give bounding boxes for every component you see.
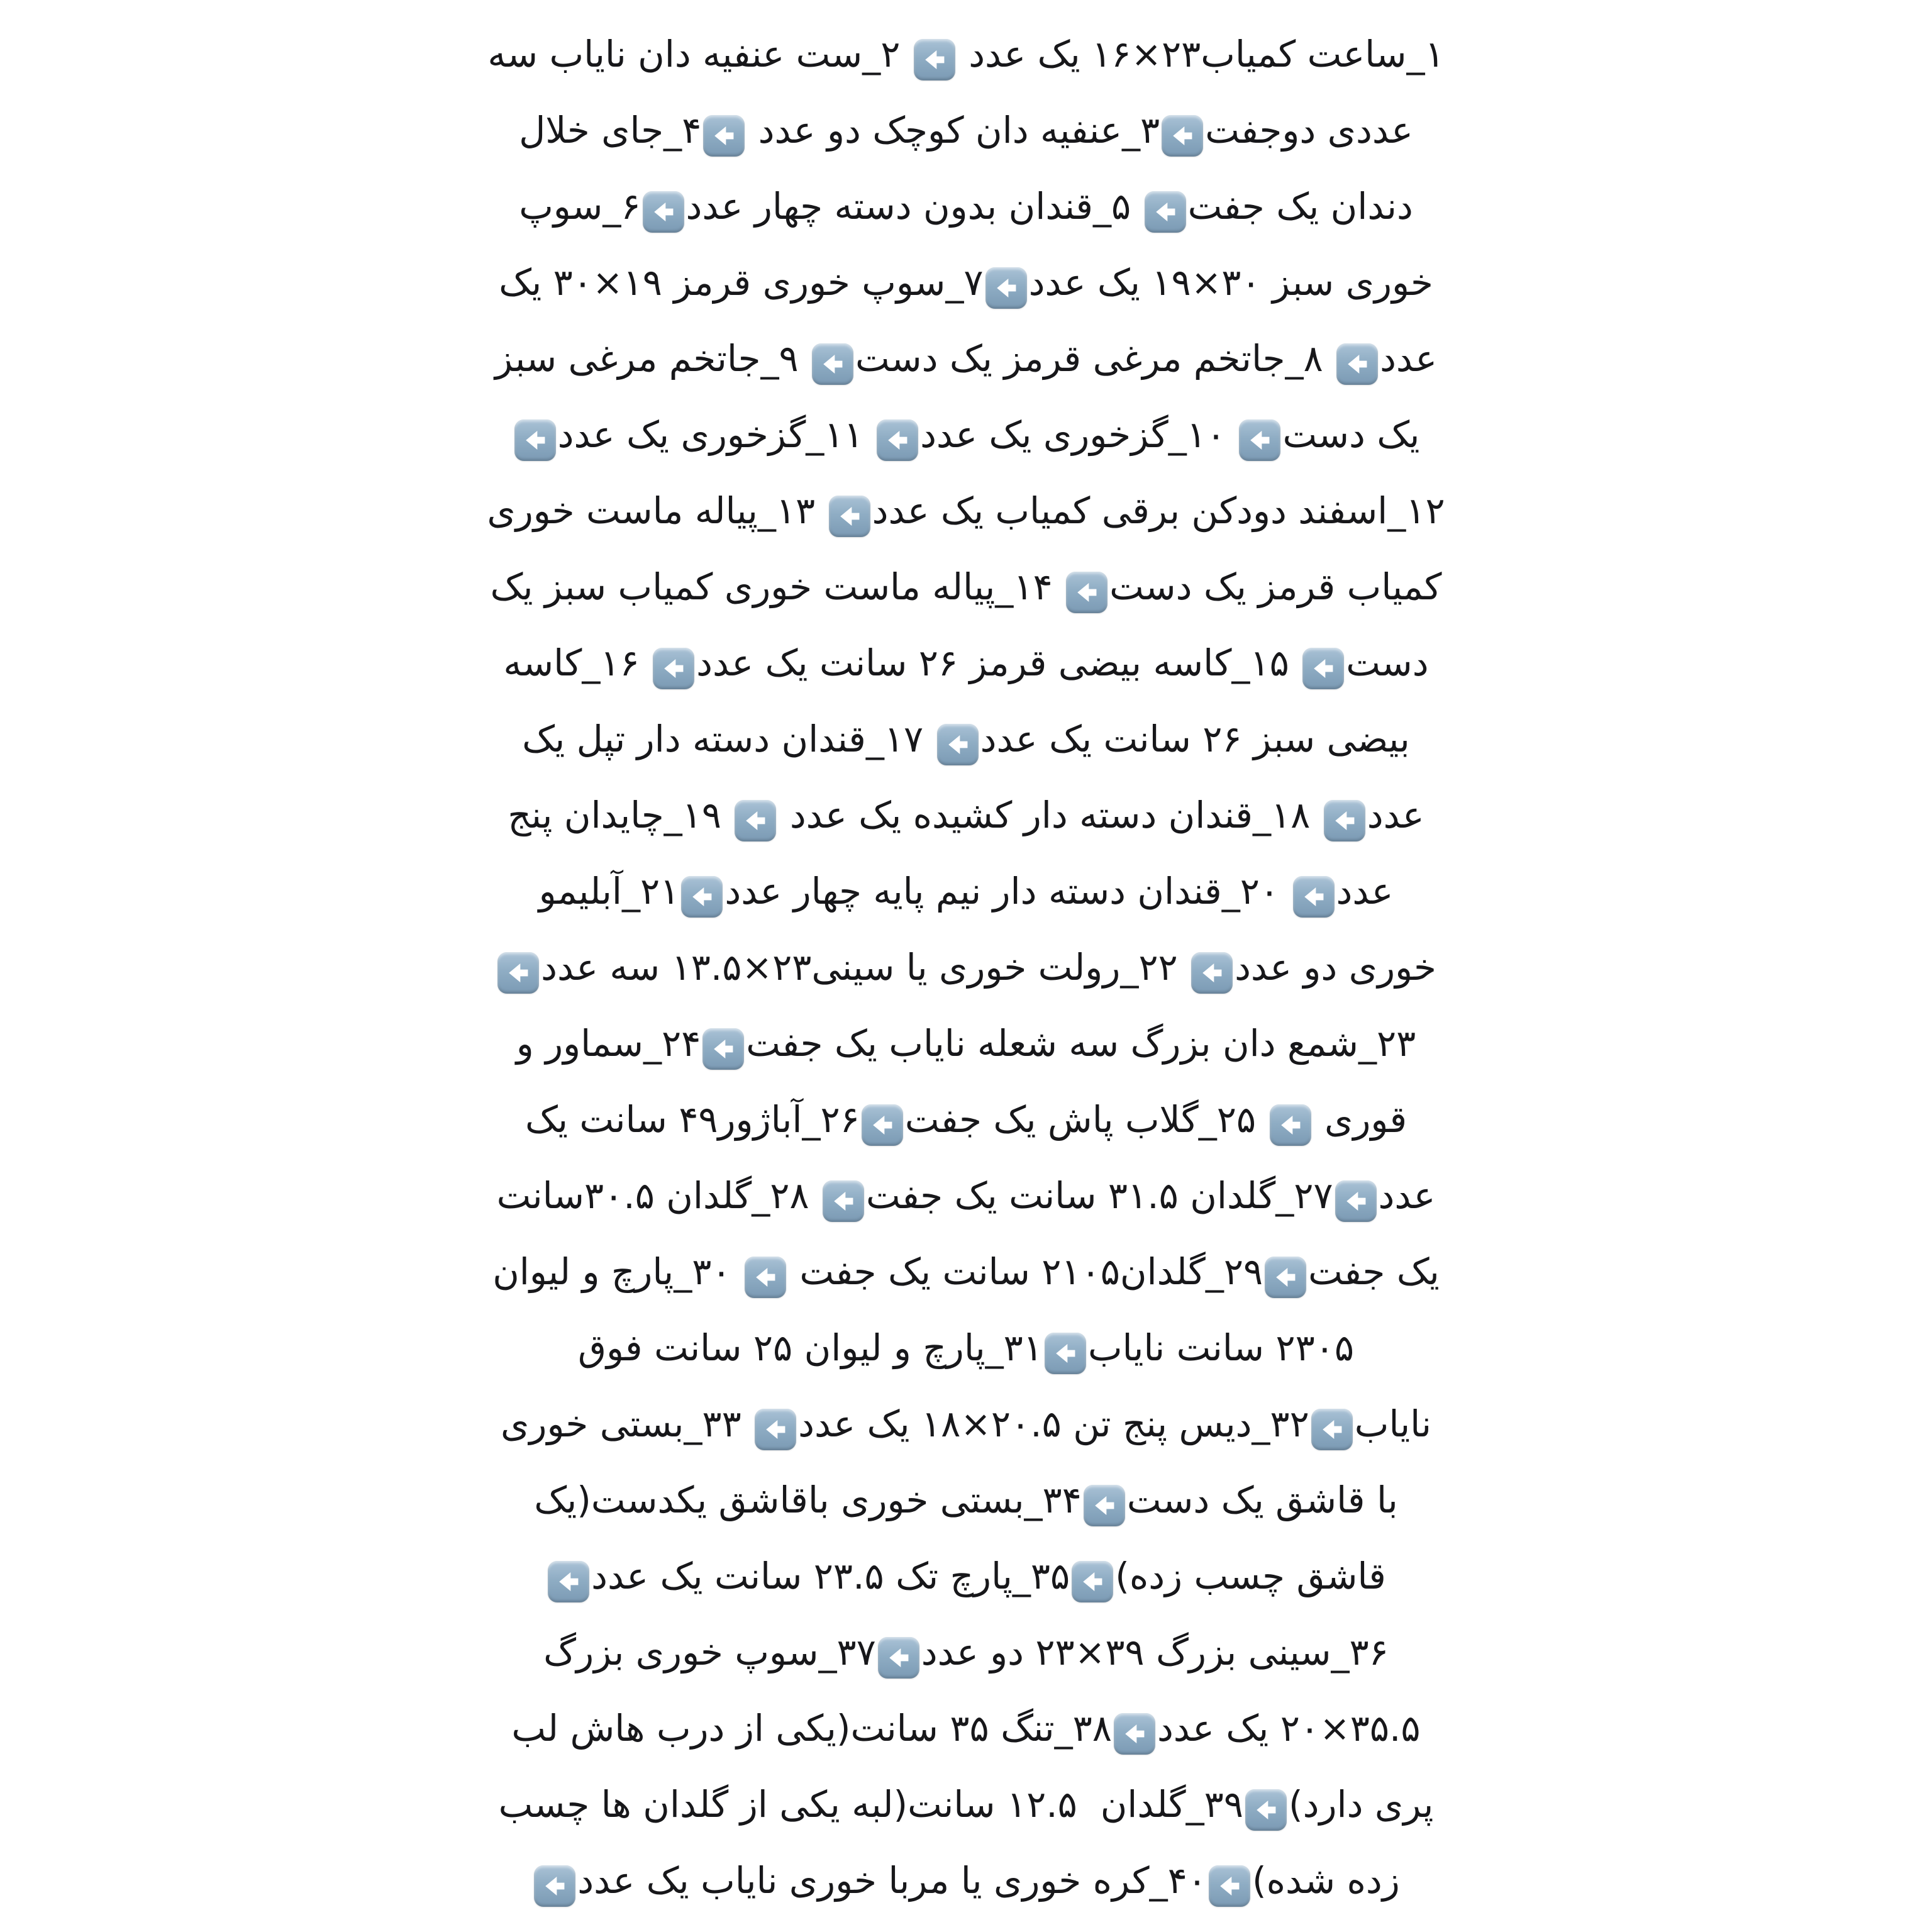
list-line: یک دست ۱۰_گزخوری یک عدد ۱۱_گزخوری یک عدد xyxy=(0,397,1932,473)
list-line: دست ۱۵_کاسه بیضی قرمز ۲۶ سانت یک عدد ۱۶_کاسه xyxy=(0,625,1932,701)
left-arrow-icon xyxy=(745,1257,786,1298)
left-arrow-icon xyxy=(1265,1257,1306,1298)
left-arrow-icon xyxy=(1324,800,1365,841)
left-arrow-icon xyxy=(1066,572,1108,613)
list-line: خوری سبز ۳۰×۱۹ یک عدد ۷_سوپ خوری قرمز ۱۹×۳۰ یک xyxy=(0,245,1932,321)
list-line: عدد ۸_جاتخم مرغی قرمز یک دست ۹_جاتخم مرغی سبز xyxy=(0,321,1932,397)
list-line: دندان یک جفت ۵_قندان بدون دسته چهار عدد ۶_سوپ xyxy=(0,169,1932,245)
list-line: ۱_ساعت کمیاب۲۳×۱۶ یک عدد ۲_ست عنفیه دان نایاب سه xyxy=(0,16,1932,92)
left-arrow-icon xyxy=(823,1180,864,1222)
list-line: کمیاب قرمز یک دست ۱۴_پیاله ماست خوری کمیاب سبز یک xyxy=(0,549,1932,625)
left-arrow-icon xyxy=(985,267,1027,309)
list-line: پری دارد) ۳۹_گلدان ۱۲.۵ سانت(لبه یکی از گلدان ها چسب xyxy=(0,1767,1932,1843)
left-arrow-icon xyxy=(878,1637,919,1679)
left-arrow-icon xyxy=(1311,1409,1353,1450)
left-arrow-icon xyxy=(937,724,979,765)
left-arrow-icon xyxy=(548,1561,589,1602)
list-line: عدد ۲۰_قندان دسته دار نیم پایه چهار عدد ۲۱_آبلیمو xyxy=(0,853,1932,930)
list-line: بیضی سبز ۲۶ سانت یک عدد ۱۷_قندان دسته دار تپل یک xyxy=(0,701,1932,777)
list-line: خوری دو عدد ۲۲_رولت خوری یا سینی۲۳×۱۳.۵ سه عدد xyxy=(0,930,1932,1006)
left-arrow-icon xyxy=(829,496,870,537)
left-arrow-icon xyxy=(702,1028,744,1070)
list-line: عدد ۱۸_قندان دسته دار کشیده یک عدد ۱۹_چایدان پنج xyxy=(0,777,1932,853)
left-arrow-icon xyxy=(862,1104,903,1146)
left-arrow-icon xyxy=(1239,419,1280,461)
left-arrow-icon xyxy=(703,115,745,157)
list-line: ۳۶_سینی بزرگ ۳۹×۲۳ دو عدد ۳۷_سوپ خوری بزرگ xyxy=(0,1614,1932,1690)
left-arrow-icon xyxy=(1270,1104,1311,1146)
list-line: عدد ۲۷_گلدان ۳۱.۵ سانت یک جفت ۲۸_گلدان ۳۰.۵سانت xyxy=(0,1158,1932,1234)
left-arrow-icon xyxy=(914,39,955,80)
left-arrow-icon xyxy=(735,800,776,841)
left-arrow-icon xyxy=(1084,1485,1125,1526)
left-arrow-icon xyxy=(653,648,694,689)
list-line: یک جفت ۲۹_گلدان۲۱۰۵ سانت یک جفت ۳۰_پارچ و لیوان xyxy=(0,1234,1932,1310)
left-arrow-icon xyxy=(1293,876,1335,918)
list-line: ۳۵.۵×۲۰ یک عدد ۳۸_تنگ ۳۵ سانت(یکی از درب هاش لب xyxy=(0,1690,1932,1767)
list-line: ۲۳_شمع دان بزرگ سه شعله نایاب یک جفت ۲۴_سماور و xyxy=(0,1006,1932,1082)
list-line: با قاشق یک دست ۳۴_بستی خوری باقاشق یکدست(یک xyxy=(0,1462,1932,1538)
left-arrow-icon xyxy=(1045,1333,1086,1374)
left-arrow-icon xyxy=(1245,1789,1287,1831)
left-arrow-icon xyxy=(1335,1180,1377,1222)
list-line: عددی دوجفت ۳_عنفیه دان کوچک دو عدد ۴_جای خلال xyxy=(0,92,1932,169)
left-arrow-icon xyxy=(755,1409,796,1450)
left-arrow-icon xyxy=(1072,1561,1113,1602)
list-line: قوری ۲۵_گلاب پاش یک جفت ۲۶_آباژور۴۹ سانت یک xyxy=(0,1082,1932,1158)
list-line: ۱۲_اسفند دودکن برقی کمیاب یک عدد ۱۳_پیاله ماست خوری xyxy=(0,473,1932,549)
left-arrow-icon xyxy=(1302,648,1344,689)
left-arrow-icon xyxy=(514,419,556,461)
left-arrow-icon xyxy=(1114,1713,1155,1755)
left-arrow-icon xyxy=(534,1865,575,1907)
list-line: نایاب ۳۲_دیس پنج تن ۲۰.۵×۱۸ یک عدد ۳۳_بستی خوری xyxy=(0,1386,1932,1462)
left-arrow-icon xyxy=(812,343,853,385)
left-arrow-icon xyxy=(1162,115,1203,157)
left-arrow-icon xyxy=(1336,343,1378,385)
left-arrow-icon xyxy=(1209,1865,1250,1907)
left-arrow-icon xyxy=(1145,191,1186,233)
list-line: قاشق چسب زده) ۳۵_پارچ تک ۲۳.۵ سانت یک عدد xyxy=(0,1538,1932,1614)
list-line: ۲۳۰۵ سانت نایاب ۳۱_پارچ و لیوان ۲۵ سانت فوق xyxy=(0,1310,1932,1386)
left-arrow-icon xyxy=(1191,952,1233,994)
left-arrow-icon xyxy=(643,191,684,233)
left-arrow-icon xyxy=(877,419,918,461)
left-arrow-icon xyxy=(497,952,539,994)
left-arrow-icon xyxy=(681,876,723,918)
list-line: زده شده) ۴۰_کره خوری یا مربا خوری نایاب یک عدد xyxy=(0,1843,1932,1919)
